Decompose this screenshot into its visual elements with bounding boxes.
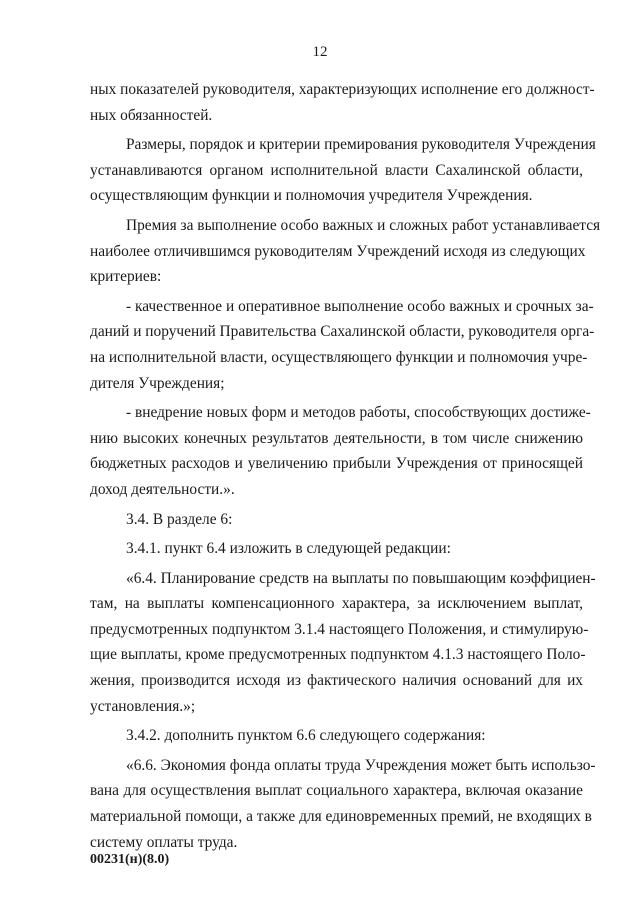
document-code: 00231(н)(8.0) — [90, 852, 170, 867]
paragraph — [90, 566, 596, 720]
text-line: там, на выплаты компенсационного характера, за исключением выплат, — [90, 595, 583, 613]
text-line: «6.4. Планирование средств на выплаты по повышающим коэффициен- — [126, 569, 596, 587]
paragraph — [90, 400, 591, 502]
text-line: дителя Учреждения; — [90, 374, 225, 392]
text-line: доход деятельности.». — [90, 480, 235, 498]
text-line: на исполнительной власти, осуществляющего функции и полномочия учре- — [90, 348, 588, 366]
text-line: 3.4. В разделе 6: — [126, 510, 233, 528]
text-line: Размеры, порядок и критерии премирования руководителя Учреждения — [126, 136, 596, 154]
text-line: наиболее отличившимся руководителям Учреждений исходя из следующих — [90, 242, 586, 260]
text-line: бюджетных расходов и увеличению прибыли Учреждения от приносящей — [90, 455, 583, 473]
text-line: систему оплаты труда. — [90, 833, 238, 851]
text-line: Премия за выполнение особо важных и сложных работ устанавливается — [126, 216, 601, 234]
text-line: нию высоких конечных результатов деятельности, в том числе снижению — [90, 429, 583, 447]
text-line: ных обязанностей. — [90, 106, 213, 124]
document-body — [90, 77, 601, 859]
text-line: установления.»; — [90, 697, 196, 715]
text-line: осуществляющим функции и полномочия учредителя Учреждения. — [90, 187, 533, 205]
paragraph — [90, 132, 596, 209]
text-line: устанавливаются органом исполнительной власти Сахалинской области, — [90, 161, 583, 179]
paragraph — [90, 753, 596, 855]
text-line: «6.6. Экономия фонда оплаты труда Учреждения может быть использо- — [126, 756, 596, 774]
text-line: 3.4.2. дополнить пунктом 6.6 следующего содержания: — [126, 727, 486, 745]
paragraph — [90, 536, 583, 562]
text-line: предусмотренных подпунктом 3.1.4 настоящего Положения, и стимулирую- — [90, 620, 589, 638]
text-line: щие выплаты, кроме предусмотренных подпунктом 4.1.3 настоящего Поло- — [90, 646, 586, 664]
text-line: критериев: — [90, 268, 162, 286]
paragraph — [90, 507, 583, 533]
text-line: ных показателей руководителя, характеризующих исполнение его должност- — [90, 81, 595, 98]
text-line: жения, производится исходя из фактического наличия оснований для их — [90, 672, 583, 690]
text-line: 3.4.1. пункт 6.4 изложить в следующей редакции: — [126, 540, 451, 558]
text-line: - качественное и оперативное выполнение особо важных и срочных за- — [126, 297, 594, 315]
text-line: - внедрение новых форм и методов работы, способствующих достиже- — [126, 404, 591, 422]
text-line: материальной помощи, а также для единовременных премий, не входящих в — [90, 808, 592, 826]
text-line: даний и поручений Правительства Сахалинской области, руководителя орга- — [90, 323, 595, 341]
text-line: вана для осуществления выплат социального характера, включая оказание — [90, 782, 583, 800]
page-number: 12 — [312, 44, 328, 60]
paragraph — [90, 723, 583, 749]
paragraph — [90, 77, 595, 128]
paragraph — [90, 213, 601, 290]
paragraph — [90, 294, 595, 396]
